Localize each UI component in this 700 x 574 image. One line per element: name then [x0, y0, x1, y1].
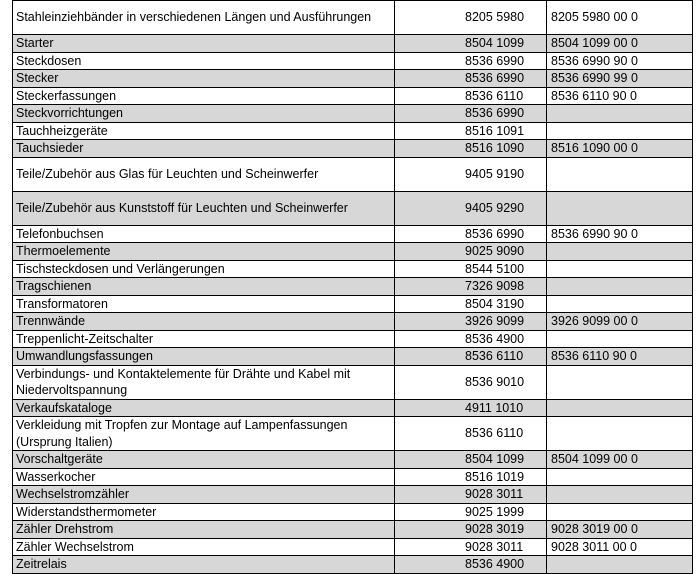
product-name-cell: Telefonbuchsen — [13, 225, 395, 243]
table-row — [13, 313, 693, 331]
tariff-code-cell: 9405 9290 — [395, 191, 547, 225]
reference-code-cell: 8536 6990 90 0 — [547, 52, 693, 70]
table-row — [13, 35, 693, 53]
product-name-cell: Trennwände — [13, 313, 395, 331]
tariff-code-cell: 9028 3011 — [395, 486, 547, 504]
table-row — [13, 122, 693, 140]
tariff-code-cell: 8516 1091 — [395, 122, 547, 140]
product-name-cell: Zähler Wechselstrom — [13, 538, 395, 556]
product-name-cell: Stahleinziehbänder in verschiedenen Längen und Ausführungen — [13, 1, 395, 35]
reference-code-cell: 8504 1099 00 0 — [547, 451, 693, 469]
reference-code-cell — [547, 295, 693, 313]
tariff-code-cell: 3926 9099 — [395, 313, 547, 331]
reference-code-cell — [547, 105, 693, 123]
reference-code-cell: 8536 6110 90 0 — [547, 87, 693, 105]
product-name-cell: Tauchheizgeräte — [13, 122, 395, 140]
table-row — [13, 278, 693, 296]
product-name-cell: Wasserkocher — [13, 468, 395, 486]
product-name-cell: Stecker — [13, 70, 395, 88]
table-row — [13, 70, 693, 88]
product-name-cell: Steckdosen — [13, 52, 395, 70]
table-row — [13, 52, 693, 70]
tariff-code-cell: 8504 1099 — [395, 451, 547, 469]
reference-code-cell — [547, 260, 693, 278]
tariff-code-cell: 9028 3019 — [395, 521, 547, 539]
product-name-cell: Tauchsieder — [13, 140, 395, 158]
product-name-cell: Steckvorrichtungen — [13, 105, 395, 123]
tariff-code-cell: 9028 3011 — [395, 538, 547, 556]
product-name-cell: Teile/Zubehör aus Glas für Leuchten und Scheinwerfer — [13, 157, 395, 191]
reference-code-cell: 8516 1090 00 0 — [547, 140, 693, 158]
product-name-cell: Umwandlungsfassungen — [13, 348, 395, 366]
tariff-code-cell: 8536 6990 — [395, 225, 547, 243]
reference-code-cell — [547, 365, 693, 399]
reference-code-cell — [547, 486, 693, 504]
reference-code-cell — [547, 157, 693, 191]
tariff-code-cell: 8544 5100 — [395, 260, 547, 278]
product-name-cell: Wechselstromzähler — [13, 486, 395, 504]
table-row — [13, 556, 693, 574]
customs-code-table — [12, 0, 693, 574]
tariff-code-cell: 8205 5980 — [395, 1, 547, 35]
table-row — [13, 243, 693, 261]
reference-code-cell — [547, 122, 693, 140]
product-name-cell: Steckerfassungen — [13, 87, 395, 105]
reference-code-cell: 8504 1099 00 0 — [547, 35, 693, 53]
product-name-cell: Zähler Drehstrom — [13, 521, 395, 539]
table-row — [13, 157, 693, 191]
reference-code-cell: 8536 6990 99 0 — [547, 70, 693, 88]
reference-code-cell: 9028 3011 00 0 — [547, 538, 693, 556]
reference-code-cell: 8536 6110 90 0 — [547, 348, 693, 366]
reference-code-cell — [547, 556, 693, 574]
reference-code-cell — [547, 278, 693, 296]
reference-code-cell: 8205 5980 00 0 — [547, 1, 693, 35]
reference-code-cell: 3926 9099 00 0 — [547, 313, 693, 331]
table-row — [13, 191, 693, 225]
reference-code-cell — [547, 503, 693, 521]
product-name-cell: Thermoelemente — [13, 243, 395, 261]
reference-code-cell: 9028 3019 00 0 — [547, 521, 693, 539]
product-name-cell: Tischsteckdosen und Verlängerungen — [13, 260, 395, 278]
table-row — [13, 225, 693, 243]
product-name-cell: Tragschienen — [13, 278, 395, 296]
table-row — [13, 260, 693, 278]
tariff-code-cell: 8516 1090 — [395, 140, 547, 158]
product-name-cell: Transformatoren — [13, 295, 395, 313]
table-row — [13, 468, 693, 486]
tariff-code-cell: 7326 9098 — [395, 278, 547, 296]
table-row — [13, 348, 693, 366]
tariff-code-cell: 9025 9090 — [395, 243, 547, 261]
tariff-code-cell: 8504 3190 — [395, 295, 547, 313]
tariff-code-cell: 8536 6990 — [395, 70, 547, 88]
reference-code-cell: 8536 6990 90 0 — [547, 225, 693, 243]
table-row — [13, 521, 693, 539]
tariff-code-cell: 8536 6110 — [395, 87, 547, 105]
table-row — [13, 87, 693, 105]
reference-code-cell — [547, 191, 693, 225]
table-row — [13, 1, 693, 35]
product-name-cell: Vorschaltgeräte — [13, 451, 395, 469]
table-row — [13, 451, 693, 469]
table-row — [13, 399, 693, 417]
reference-code-cell — [547, 330, 693, 348]
table-body — [13, 1, 693, 574]
tariff-code-cell: 8536 9010 — [395, 365, 547, 399]
product-name-cell: Zeitrelais — [13, 556, 395, 574]
reference-code-cell — [547, 468, 693, 486]
tariff-code-cell: 9025 1999 — [395, 503, 547, 521]
table-row — [13, 538, 693, 556]
reference-code-cell — [547, 399, 693, 417]
reference-code-cell — [547, 417, 693, 451]
tariff-code-cell: 8536 6110 — [395, 348, 547, 366]
table-row — [13, 330, 693, 348]
product-name-cell: Starter — [13, 35, 395, 53]
tariff-code-cell: 8536 6990 — [395, 105, 547, 123]
table-row — [13, 105, 693, 123]
table-row — [13, 295, 693, 313]
table-row — [13, 365, 693, 399]
tariff-code-cell: 8536 4900 — [395, 556, 547, 574]
tariff-code-cell: 8536 6990 — [395, 52, 547, 70]
table-row — [13, 417, 693, 451]
product-name-cell: Verkleidung mit Tropfen zur Montage auf Lampenfassungen (Ursprung Italien) — [13, 417, 395, 451]
product-name-cell: Verbindungs- und Kontaktelemente für Drähte und Kabel mit Niedervoltspannung — [13, 365, 395, 399]
table-row — [13, 503, 693, 521]
product-name-cell: Verkaufskataloge — [13, 399, 395, 417]
product-name-cell: Treppenlicht-Zeitschalter — [13, 330, 395, 348]
tariff-code-cell: 8504 1099 — [395, 35, 547, 53]
tariff-code-cell: 8536 4900 — [395, 330, 547, 348]
product-name-cell: Teile/Zubehör aus Kunststoff für Leuchten und Scheinwerfer — [13, 191, 395, 225]
tariff-code-cell: 4911 1010 — [395, 399, 547, 417]
tariff-code-cell: 8516 1019 — [395, 468, 547, 486]
reference-code-cell — [547, 243, 693, 261]
product-name-cell: Widerstandsthermometer — [13, 503, 395, 521]
tariff-code-cell: 8536 6110 — [395, 417, 547, 451]
table-row — [13, 140, 693, 158]
tariff-code-cell: 9405 9190 — [395, 157, 547, 191]
table-row — [13, 486, 693, 504]
